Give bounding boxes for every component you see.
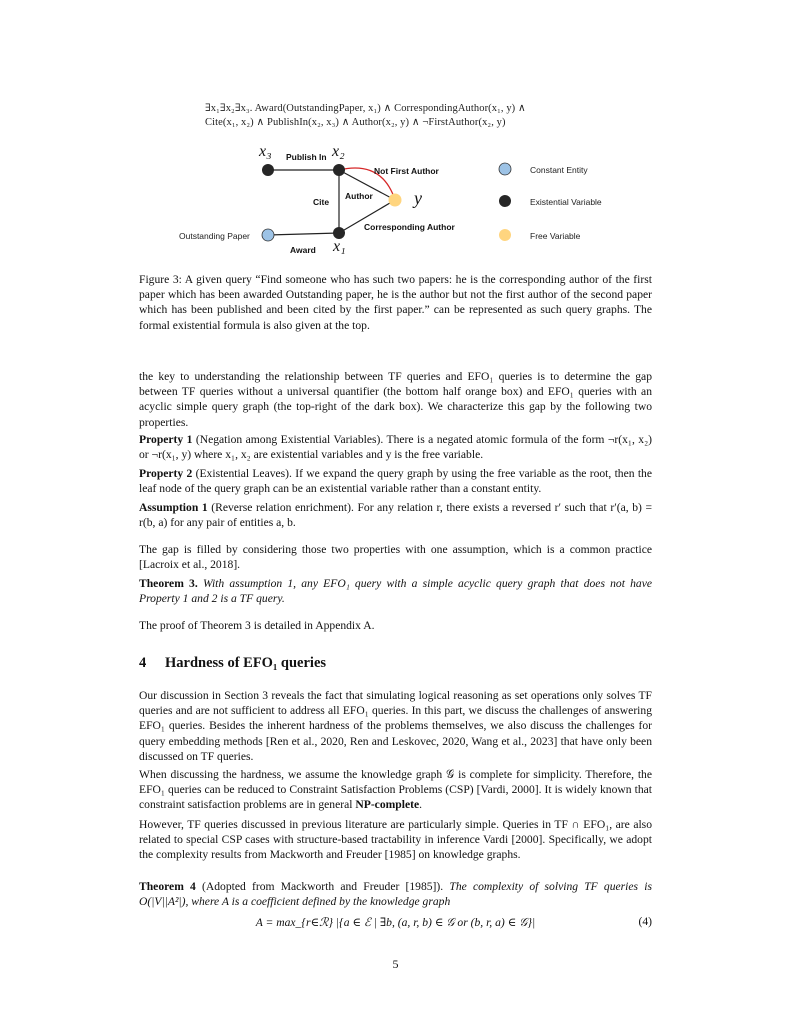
theorem-4-name: (Adopted from Mackworth and Freuder [1985]). xyxy=(202,880,444,893)
legend-constant-entity-marker xyxy=(499,163,511,175)
property-1-name: (Negation among Existential Variables). xyxy=(195,433,384,446)
edge-award xyxy=(268,233,339,235)
assumption-1-title: Assumption 1 xyxy=(139,501,208,514)
legend-constant-entity: Constant Entity xyxy=(530,165,588,175)
node-x3 xyxy=(262,164,274,176)
property-1-title: Property 1 xyxy=(139,433,193,446)
property-1 xyxy=(139,432,652,462)
legend-existential-variable: Existential Variable xyxy=(530,197,602,207)
hardness-end: . xyxy=(419,798,423,812)
intro-paragraph: the key to understanding the relationship between TF queries and EFO₁ queries is to determine the gap between TF queries without a universal quantifier (the bottom half orange box) and EFO₁ queries with an acyclic simple query graph (the top-right of the dark box). We characterize this gap by the following two properties. xyxy=(139,370,652,429)
theorem-3 xyxy=(139,576,652,606)
theorem-3-title: Theorem 3. xyxy=(139,577,198,590)
tf-simple-paragraph: However, TF queries discussed in previous literature are particularly simple. Queries in TF ∩ EFO₁, are also related to special CSP cases with structure-based tractability in inference Vardi [2000]. Specifically, we adopt the complexity results from Mackworth and Freuder [1985] on knowledge graphs. xyxy=(139,818,652,862)
edge-label-author: Author xyxy=(345,191,373,201)
assumption-1-name: (Reverse relation enrichment). xyxy=(211,501,354,514)
property-2-title: Property 2 xyxy=(139,467,193,480)
section-number: 4 xyxy=(139,655,147,671)
node-label-outstanding-paper: Outstanding Paper xyxy=(179,231,250,241)
section-heading xyxy=(139,655,326,672)
hardness-paragraph xyxy=(139,767,652,813)
edge-label-publish-in: Publish In xyxy=(286,152,327,162)
node-outstanding-paper xyxy=(262,229,274,241)
equation-number: (4) xyxy=(638,915,652,928)
property-2-body: If we expand the query graph by using the free variable as the root, then the leaf node of the query graph can be an existential variable rather than a constant entity. xyxy=(139,467,652,496)
legend-free-variable: Free Variable xyxy=(530,231,581,241)
assumption-1-body: For any relation r, there exists a reversed r′ such that r′(a, b) = r(b, a) for any pair of entities a, b. xyxy=(139,501,652,530)
legend-existential-variable-marker xyxy=(499,195,511,207)
node-label-y: y xyxy=(414,188,422,208)
property-1-body: There is a negated atomic formula of the form ¬r(x₁, x₂) or ¬r(x₁, y) where x₁, x₂ are existential variables and y is the free variable. xyxy=(139,433,652,462)
node-label-x2: x₂ xyxy=(332,143,345,160)
theorem-3-body: With assumption 1, any EFO₁ query with a simple acyclic query graph that does not have Property 1 and 2 is a TF query. xyxy=(139,577,653,606)
edge-label-not-first-author: Not First Author xyxy=(374,166,439,176)
theorem-4 xyxy=(139,879,652,909)
equation-body: A = max_{r∈ℛ} |{a ∈ ℰ | ∃b, (a, r, b) ∈ 𝒢 or (b, r, a) ∈ 𝒢}| xyxy=(255,916,536,929)
property-2 xyxy=(139,466,652,496)
node-label-x1: x₁ xyxy=(333,238,346,255)
equation-4 xyxy=(139,915,652,930)
legend-free-variable-marker xyxy=(499,229,511,241)
node-x2 xyxy=(333,164,345,176)
theorem-4-body: The complexity of solving TF queries is O(|V||A²|), where A is a coefficient defined by the knowledge graph xyxy=(139,880,652,909)
edge-label-cite: Cite xyxy=(313,197,330,207)
discussion-paragraph: Our discussion in Section 3 reveals the fact that simulating logical reasoning as set operations only solves TF queries and are not sufficient to address all EFO₁ queries. In this part, we discuss the challenges of answering EFO₁ queries. Besides the inherent hardness of the problems themselves, we also discuss the challenges for query embedding methods [Ren et al., 2020, Ren and Leskovec, 2020, Wang et al., 2023] that have only been discussed on TF queries. xyxy=(139,689,652,763)
theorem-4-title: Theorem 4 xyxy=(139,880,196,893)
hardness-text: When discussing the hardness, we assume the knowledge graph 𝒢 is complete for simplicity. Therefore, the EFO₁ queries can be reduced to Constraint Satisfaction Problems (CSP) [Vardi, 2000]. It is widely known that constraint satisfaction problems are in general xyxy=(139,768,652,812)
section-title: Hardness of EFO₁ queries xyxy=(165,655,327,671)
page-number: 5 xyxy=(392,957,399,971)
np-complete-term: NP-complete xyxy=(355,798,420,812)
figure-formula-line-2: Cite(x₁, x₂) ∧ PublishIn(x₂, x₃) ∧ Author(x₂, y) ∧ ¬FirstAuthor(x₂, y) xyxy=(205,117,506,128)
node-label-x3: x₃ xyxy=(259,143,272,160)
figure-caption: Figure 3: A given query “Find someone who has such two papers: he is the corresponding author of the first paper which has been awarded Outstanding paper, he is the author but not the first author of the second paper which has been published and been cited by the first paper.” can be represented as such query graphs. The formal existential formula is also given at the top. xyxy=(139,273,652,332)
node-y xyxy=(389,194,402,207)
figure-formula-line-1: ∃x₁∃x₂∃x₃. Award(OutstandingPaper, x₁) ∧ CorrespondingAuthor(x₁, y) ∧ xyxy=(205,103,526,114)
property-2-name: (Existential Leaves). xyxy=(195,467,292,480)
edge-label-award: Award xyxy=(290,245,316,255)
assumption-1 xyxy=(139,500,652,530)
gap-paragraph: The gap is filled by considering those two properties with one assumption, which is a common practice [Lacroix et al., 2018]. xyxy=(139,543,652,572)
proof-paragraph: The proof of Theorem 3 is detailed in Appendix A. xyxy=(139,619,375,632)
edge-label-corresponding-author: Corresponding Author xyxy=(364,222,455,232)
